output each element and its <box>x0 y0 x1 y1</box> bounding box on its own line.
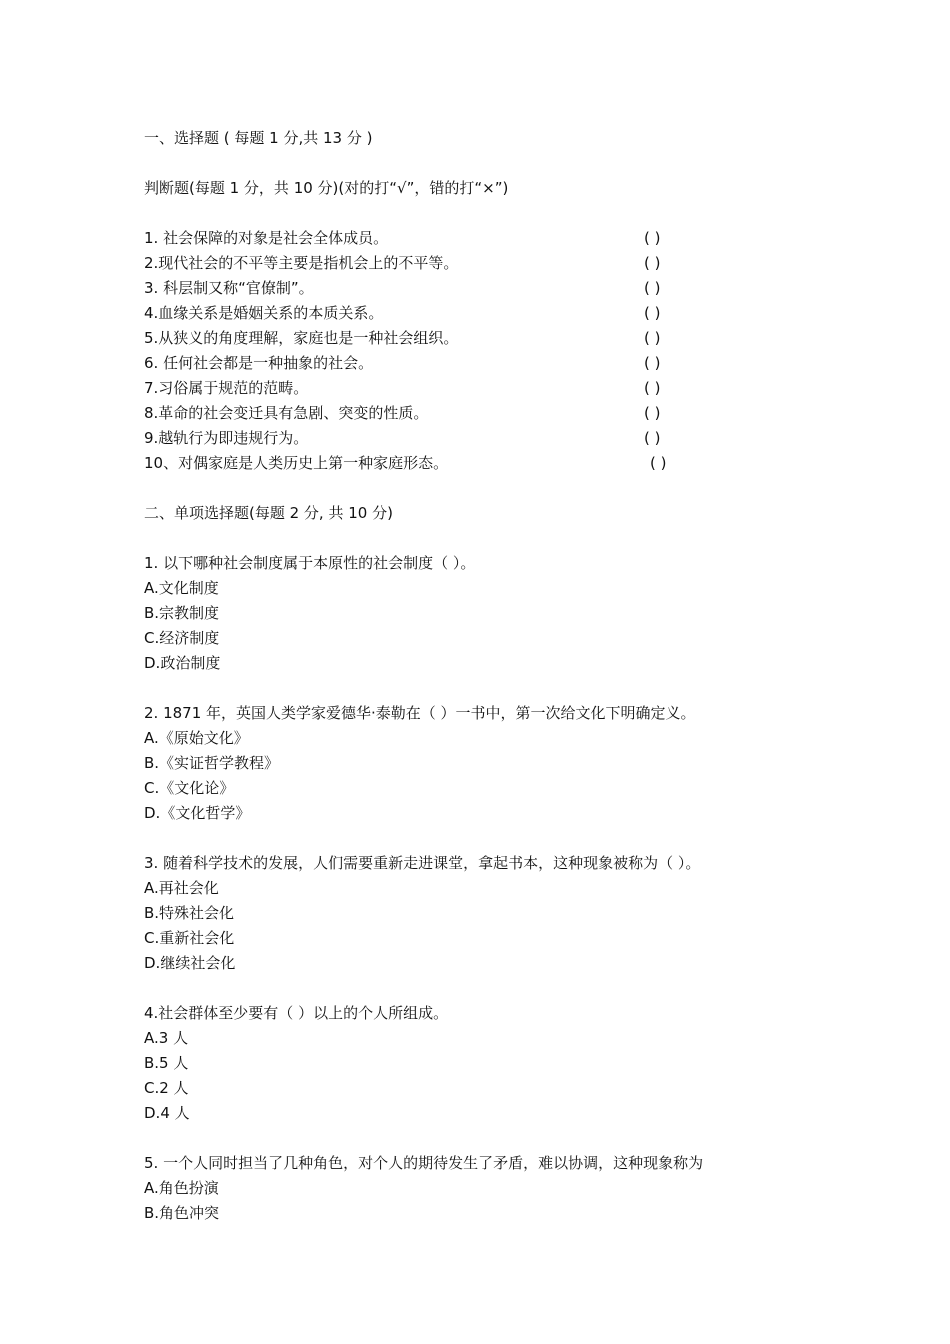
mc-question-1 <box>144 551 844 676</box>
tf-item: 9.越轨行为即违规行为。 ( ) <box>144 426 844 451</box>
tf-item: 2.现代社会的不平等主要是指机会上的不平等。 ( ) <box>144 251 844 276</box>
option: C.2 人 <box>144 1079 189 1097</box>
mc-question-5 <box>144 1151 844 1226</box>
option: D.4 人 <box>144 1104 190 1122</box>
mc-question-4 <box>144 1001 844 1126</box>
tf-item: 10、对偶家庭是人类历史上第一种家庭形态。 ( ) <box>144 451 844 476</box>
tf-item: 6. 任何社会都是一种抽象的社会。 ( ) <box>144 351 844 376</box>
question-text: 2. 1871 年，英国人类学家爱德华·泰勒在（ ）一书中，第一次给文化下明确定义。 <box>144 704 696 722</box>
answer-blank: ( ) <box>644 404 661 422</box>
answer-blank: ( ) <box>644 279 661 297</box>
answer-blank: ( ) <box>644 229 661 247</box>
mc-question-2 <box>144 701 844 826</box>
option: A.3 人 <box>144 1029 189 1047</box>
tf-item: 5.从狭义的角度理解，家庭也是一种社会组织。 ( ) <box>144 326 844 351</box>
section1-title: 一、选择题 ( 每题 1 分,共 13 分 ) <box>144 129 373 147</box>
option: B.《实证哲学教程》 <box>144 754 280 772</box>
tf-item: 4.血缘关系是婚姻关系的本质关系。 ( ) <box>144 301 844 326</box>
answer-blank: ( ) <box>644 379 661 397</box>
option: B.宗教制度 <box>144 604 220 622</box>
answer-blank: ( ) <box>644 429 661 447</box>
tf-item: 1. 社会保障的对象是社会全体成员。 ( ) <box>144 226 844 251</box>
question-text: 1. 以下哪种社会制度属于本原性的社会制度（ ）。 <box>144 554 476 572</box>
option: D.政治制度 <box>144 654 221 672</box>
option: B.角色冲突 <box>144 1204 220 1222</box>
option: A.角色扮演 <box>144 1179 219 1197</box>
tf-item: 3. 科层制又称“官僚制”。 ( ) <box>144 276 844 301</box>
true-false-list <box>144 226 844 476</box>
tf-item: 7.习俗属于规范的范畴。 ( ) <box>144 376 844 401</box>
option: C.经济制度 <box>144 629 220 647</box>
option: A.再社会化 <box>144 879 219 897</box>
answer-blank: ( ) <box>644 254 661 272</box>
tf-item: 8.革命的社会变迁具有急剧、突变的性质。 ( ) <box>144 401 844 426</box>
option: A.文化制度 <box>144 579 219 597</box>
true-false-heading: 判断题(每题 1 分，共 10 分)(对的打“√”，错的打“×”) <box>144 179 509 197</box>
option: C.《文化论》 <box>144 779 235 797</box>
mc-question-3 <box>144 851 844 976</box>
option: B.5 人 <box>144 1054 189 1072</box>
option: C.重新社会化 <box>144 929 235 947</box>
answer-blank: ( ) <box>644 304 661 322</box>
question-text: 5. 一个人同时担当了几种角色，对个人的期待发生了矛盾，难以协调，这种现象称为 <box>144 1154 704 1172</box>
question-text: 3. 随着科学技术的发展，人们需要重新走进课堂，拿起书本，这种现象被称为（ ）。 <box>144 854 701 872</box>
option: B.特殊社会化 <box>144 904 235 922</box>
answer-blank: ( ) <box>644 354 661 372</box>
question-text: 4.社会群体至少要有（ ）以上的个人所组成。 <box>144 1004 449 1022</box>
option: D.继续社会化 <box>144 954 236 972</box>
answer-blank: ( ) <box>644 329 661 347</box>
section2-title: 二、单项选择题(每题 2 分, 共 10 分) <box>144 504 393 522</box>
answer-blank: ( ) <box>650 454 667 472</box>
document-content <box>144 126 844 1226</box>
option: A.《原始文化》 <box>144 729 249 747</box>
option: D.《文化哲学》 <box>144 804 251 822</box>
